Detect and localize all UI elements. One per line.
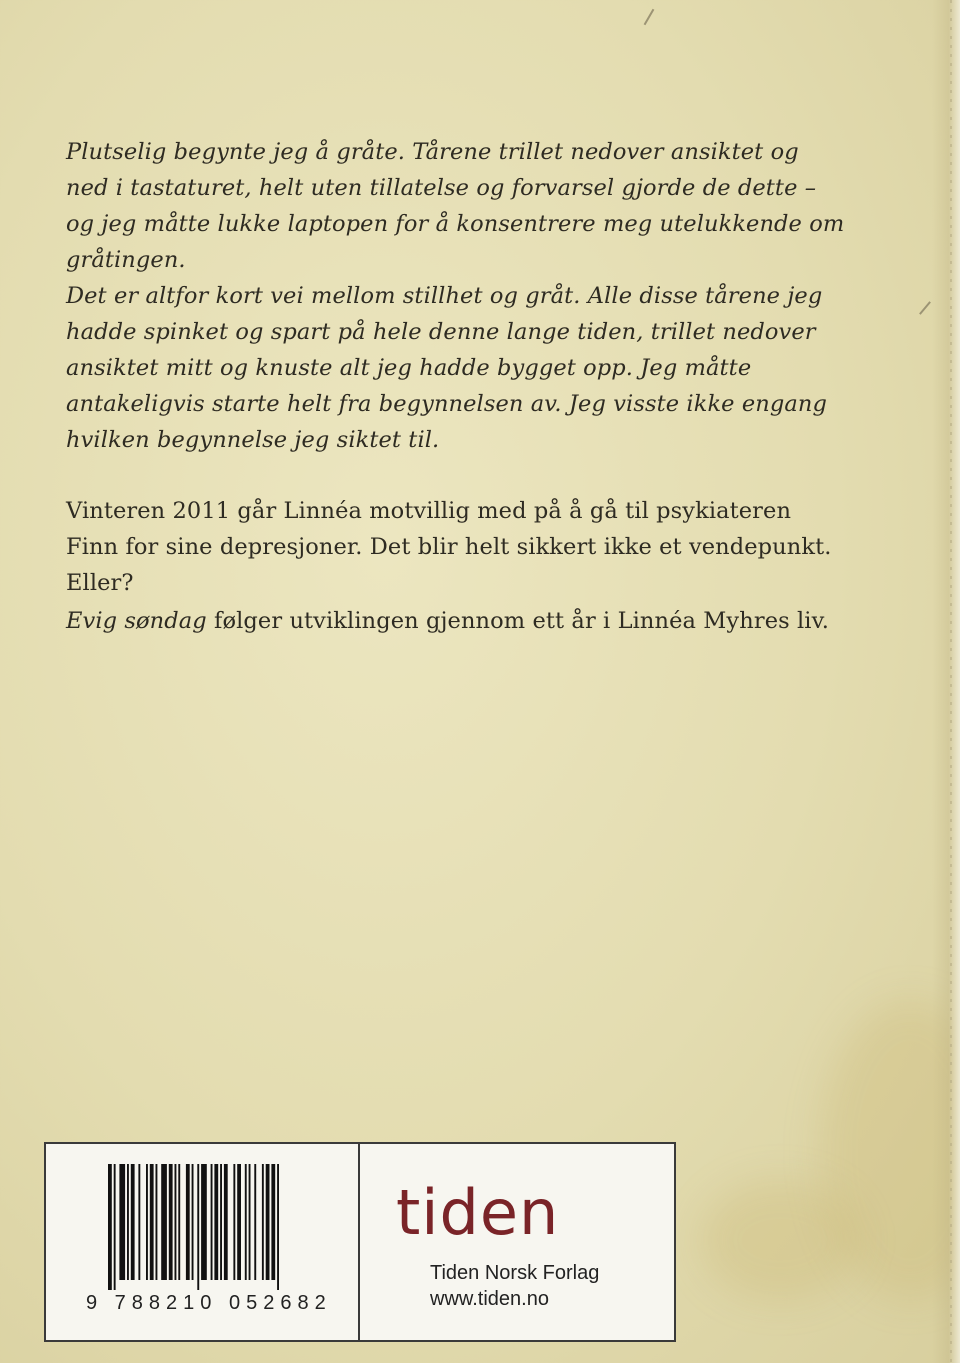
barcode-bar	[186, 1164, 190, 1280]
publisher-logo: tiden	[396, 1176, 560, 1249]
excerpt-paragraph-2: Det er altfor kort vei mellom stillhet og gråt. Alle disse tårene jeg hadde spinket og spart på hele denne lange tiden, trillet nedover ansiktet mitt og knuste alt jeg hadde bygget opp. Jeg måtte antakeligvis starte helt fra begynnelsen av. Jeg visste ikke engang hvilken begynnelse jeg siktet til.	[66, 283, 827, 453]
barcode-bar	[266, 1164, 270, 1280]
closing-paragraph	[66, 603, 846, 639]
barcode-bar	[254, 1164, 256, 1280]
barcode-bar	[169, 1164, 173, 1280]
barcode-bar	[138, 1164, 140, 1280]
paper-scratch	[644, 9, 655, 26]
page-edge	[932, 0, 960, 1363]
paper-stain	[700, 1180, 860, 1300]
barcode-bar	[211, 1164, 213, 1280]
barcode-bar	[233, 1164, 235, 1280]
barcode-bar	[237, 1164, 241, 1280]
barcode-bar	[178, 1164, 180, 1280]
barcode-bar	[146, 1164, 148, 1280]
barcode-bar	[277, 1164, 279, 1290]
barcode-bar	[108, 1164, 112, 1290]
book-title: Evig søndag	[66, 608, 207, 634]
barcode-bar	[175, 1164, 177, 1280]
barcode-bar	[220, 1164, 222, 1280]
barcode-bar	[156, 1164, 158, 1280]
barcode-bar	[249, 1164, 251, 1280]
barcode-bar	[271, 1164, 275, 1280]
page-edge-line	[950, 0, 952, 1363]
barcode-bar	[161, 1164, 167, 1280]
excerpt-paragraph-1: Plutselig begynte jeg å gråte. Tårene trillet nedover ansiktet og ned i tastaturet, helt uten tillatelse og forvarsel gjorde de dette – og jeg måtte lukke laptopen for å konsentrere meg utelukkende om gråtingen.	[66, 139, 845, 273]
closing-text: følger utviklingen gjennom ett år i Linnéa Myhres liv.	[206, 608, 829, 634]
barcode-bar	[150, 1164, 154, 1280]
barcode-area	[46, 1144, 360, 1340]
barcode-bar	[201, 1164, 207, 1280]
barcode-bar	[127, 1164, 129, 1280]
publisher-url: www.tiden.no	[430, 1288, 549, 1310]
publisher-area	[360, 1144, 674, 1340]
barcode-bar	[131, 1164, 135, 1280]
barcode-bar	[197, 1164, 199, 1290]
barcode-bar	[114, 1164, 116, 1290]
barcode-bar	[224, 1164, 228, 1280]
barcode-panel	[44, 1142, 676, 1342]
blurb-paragraph: Vinteren 2011 går Linnéa motvillig med på å gå til psykiateren Finn for sine depresjoner. Det blir helt sikkert ikke et vendepunkt. Eller?	[66, 498, 832, 596]
paper-scratch	[919, 301, 931, 315]
barcode-icon	[108, 1164, 340, 1290]
barcode-bar	[192, 1164, 194, 1280]
barcode-bar	[214, 1164, 218, 1280]
publisher-name: Tiden Norsk Forlag	[430, 1262, 600, 1284]
barcode-number: 9 788210 052682	[86, 1292, 332, 1314]
barcode-bar	[245, 1164, 247, 1280]
barcode-bar	[119, 1164, 125, 1280]
barcode-bar	[262, 1164, 264, 1280]
